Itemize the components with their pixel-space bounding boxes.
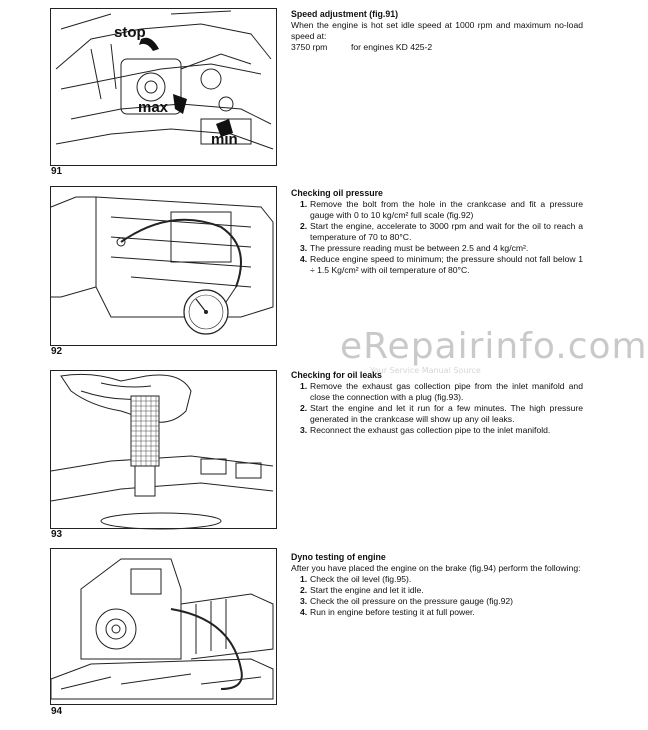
section-title: Checking oil pressure <box>291 188 383 198</box>
engine-governor-illustration <box>51 9 276 165</box>
label-min: min <box>211 131 238 148</box>
figure-number-91: 91 <box>51 166 63 177</box>
list-item: 2. Start the engine and let it idle. <box>300 585 424 595</box>
section-checking-oil-pressure <box>291 188 583 276</box>
list-item: 2. Start the engine, accelerate to 3000 rpm and wait for the oil to reach a temperature of 70 to 80°C. <box>300 221 583 242</box>
section-title: Dyno testing of engine <box>291 552 386 562</box>
spec-text: for engines KD 425-2 <box>351 42 433 52</box>
section-speed-adjustment <box>291 9 583 53</box>
list-item: 4. Run in engine before testing it at full power. <box>300 607 475 617</box>
watermark-subtitle: Your Service Manual Source <box>370 366 481 375</box>
oil-leak-plug-illustration <box>51 371 276 528</box>
figure-91 <box>50 8 277 166</box>
list-item: 4. Reduce engine speed to minimum; the pressure should not fall below 1 ÷ 1.5 Kg/cm² with oil temperature of 80°C. <box>300 254 583 275</box>
label-max: max <box>138 99 169 116</box>
figure-92 <box>50 186 277 346</box>
section-checking-oil-leaks <box>291 370 583 436</box>
section-body: After you have placed the engine on the brake (fig.94) perform the following: <box>291 563 581 573</box>
section-body: When the engine is hot set idle speed at 1000 rpm and maximum no-load speed at: <box>291 20 583 41</box>
section-title: Checking for oil leaks <box>291 370 382 380</box>
spec-row <box>291 42 583 53</box>
list-item: 1. Remove the bolt from the hole in the crankcase and fit a pressure gauge with 0 to 10 kg/cm² full scale (fig.92) <box>300 199 583 220</box>
label-stop: stop <box>114 24 146 41</box>
list-item: 3. Reconnect the exhaust gas collection pipe to the inlet manifold. <box>300 425 551 435</box>
list-item: 2. Start the engine and let it run for a few minutes. The high pressure generated in the crankcase will show up any oil leaks. <box>300 403 583 424</box>
figure-number-93: 93 <box>51 529 63 540</box>
spec-value: 3750 rpm <box>291 42 328 52</box>
dyno-test-illustration <box>51 549 276 704</box>
list-item: 3. The pressure reading must be between 2.5 and 4 kg/cm². <box>300 243 529 253</box>
section-dyno-testing <box>291 552 583 618</box>
list-item: 3. Check the oil pressure on the pressure gauge (fig.92) <box>300 596 514 606</box>
watermark: eRepairinfo.com <box>340 326 648 367</box>
figure-93 <box>50 370 277 529</box>
steps-list <box>291 199 583 276</box>
figure-94 <box>50 548 277 705</box>
section-title: Speed adjustment (fig.91) <box>291 9 399 19</box>
figure-number-92: 92 <box>51 346 63 357</box>
figure-number-94: 94 <box>51 706 63 717</box>
list-item: 1. Check the oil level (fig.95). <box>300 574 412 584</box>
oil-pressure-gauge-illustration <box>51 187 276 345</box>
steps-list <box>291 574 583 618</box>
steps-list <box>291 381 583 436</box>
list-item: 1. Remove the exhaust gas collection pipe from the inlet manifold and close the connection with a plug (fig.93). <box>300 381 583 402</box>
